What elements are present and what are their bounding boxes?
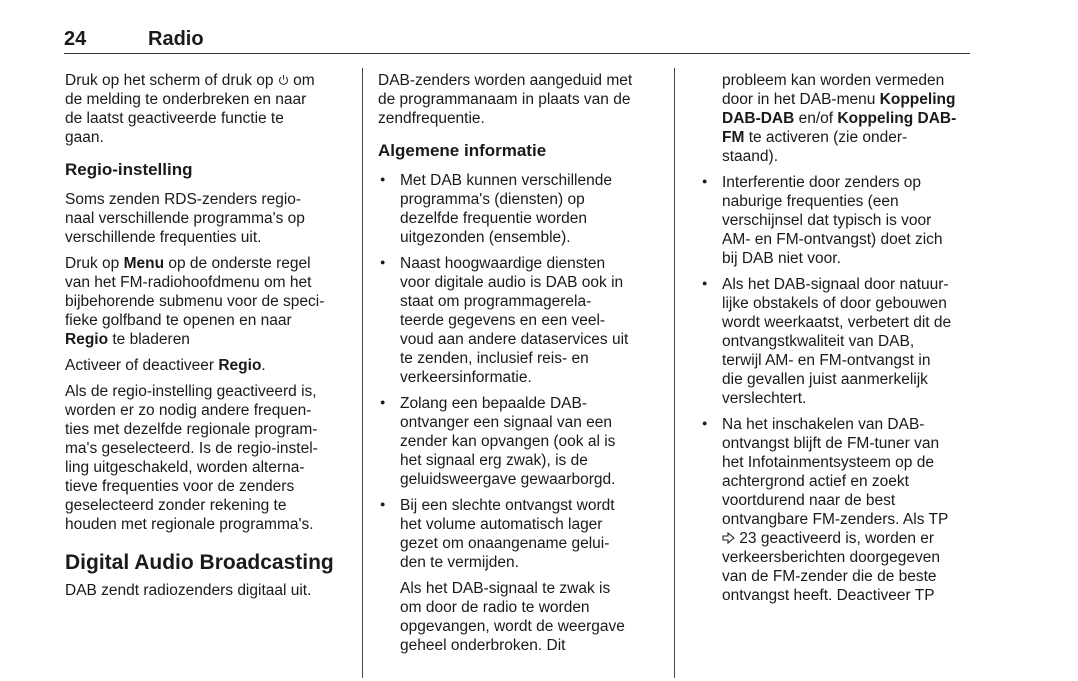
paragraph — [65, 382, 357, 534]
text: te activeren (zie onder- staand). — [722, 129, 908, 165]
bullet-icon: ● — [702, 176, 708, 186]
text: Als de regio-instelling geactiveerd is, worden er zo nodig andere frequen- ties met dezelfde regionale program- ma's geselecteerd. Is de regio-instel- ling uitgeschakeld, worden alterna- tieve frequenties voor de zenders geselecteerd zonder rekening te houden met regionale programma's. — [65, 383, 318, 533]
column-divider — [362, 68, 363, 678]
text: Na het inschakelen van DAB- ontvangst blijft de FM-tuner van het Infotainmentsysteem op de achtergrond actief en zoekt voortdurend naar de best ontvangbare FM-zenders. Als TP — [722, 416, 949, 528]
arrow-icon — [722, 530, 735, 547]
bullet-continuation — [700, 71, 975, 166]
text: op de onderste regel van het FM-radiohoofdmenu om het bijbehorende submenu voor de speci- fieke golfband te openen en naar — [65, 255, 325, 329]
text: DAB-zenders worden aangeduid met de programmanaam in plaats van de zendfrequentie. — [378, 72, 633, 127]
text: Activeer of deactiveer — [65, 357, 219, 374]
bold-term: Menu — [123, 255, 165, 272]
bullet-icon: ● — [380, 397, 386, 407]
text: Algemene informatie — [378, 141, 547, 160]
bullet-item — [378, 254, 668, 387]
bullet-item — [378, 394, 668, 489]
text: Als het DAB-signaal te zwak is om door de radio te worden opgevangen, wordt de weergave geheel onderbroken. Dit — [400, 580, 625, 654]
bullet-icon: ● — [380, 257, 386, 267]
column-2 — [378, 71, 668, 662]
paragraph — [378, 71, 668, 128]
bullet-icon: ● — [380, 499, 386, 509]
page-header — [64, 28, 970, 54]
paragraph — [65, 356, 357, 375]
text: probleem kan worden vermeden door in het DAB-menu — [722, 72, 945, 108]
column-divider — [674, 68, 675, 678]
section-heading — [65, 551, 357, 575]
bold-term: Koppeling DAB-DAB — [722, 91, 956, 127]
bullet-icon: ● — [702, 418, 708, 428]
bold-term: Regio — [218, 357, 262, 374]
text: Soms zenden RDS-zenders regio- naal verschillende programma's op verschillende frequenties uit. — [65, 191, 305, 246]
text: . — [261, 357, 266, 374]
text: Zolang een bepaalde DAB- ontvanger een signaal van een zender kan opvangen (ook al is het signaal erg zwak), is de geluidsweergave gewaarborgd. — [400, 395, 616, 488]
column-1 — [65, 71, 357, 607]
text: Als het DAB-signaal door natuur- lijke obstakels of door gebouwen wordt weerkaatst, verbetert dit de ontvangstkwaliteit van DAB, terwijl AM- en FM-ontvangst in die gevallen juist aanmerkelijk verslechtert. — [722, 276, 952, 407]
text: DAB zendt radiozenders digitaal uit. — [65, 582, 312, 599]
text: 23 geactiveerd is, worden er verkeersberichten doorgegeven van de FM-zender die de beste ontvangst heeft. Deactiveer TP — [722, 530, 940, 604]
text: en/of — [794, 110, 838, 127]
bullet-icon: ● — [702, 278, 708, 288]
section-title: Radio — [148, 28, 204, 50]
subheading — [65, 160, 357, 180]
bullet-item — [378, 496, 668, 572]
text: Digital Audio Broadcasting — [65, 551, 334, 574]
text: Naast hoogwaardige diensten voor digitale audio is DAB ook in staat om programmagerela- teerde gegevens en een veel- voud aan andere dataservices uit te zenden, inclusief reis- en verkeersinformatie. — [400, 255, 629, 386]
bold-term: Koppeling DAB- FM — [722, 110, 957, 146]
text: Interferentie door zenders op naburige frequenties (een verschijnsel dat typisch is voor AM- en FM-ontvangst) doet zich bij DAB niet voor. — [722, 174, 943, 267]
text: Druk op het scherm of druk op — [65, 72, 278, 89]
bullet-icon: ● — [380, 174, 386, 184]
bullet-item — [700, 173, 975, 268]
text: om de melding te onderbreken en naar de laatst geactiveerde functie te gaan. — [65, 72, 315, 146]
bullet-item — [700, 415, 975, 605]
text: Druk op — [65, 255, 124, 272]
power-icon — [278, 72, 289, 89]
page-number: 24 — [64, 28, 87, 50]
paragraph — [65, 190, 357, 247]
paragraph — [65, 71, 357, 147]
bullet-item — [700, 275, 975, 408]
subheading — [378, 141, 668, 161]
text: Bij een slechte ontvangst wordt het volume automatisch lager gezet om onaangename gelui- den te vermijden. — [400, 497, 615, 571]
column-3 — [700, 71, 975, 612]
text: Regio-instelling — [65, 160, 193, 179]
paragraph — [65, 254, 357, 349]
text: te bladeren — [108, 331, 190, 348]
paragraph — [65, 581, 357, 600]
text: Met DAB kunnen verschillende programma's (diensten) op dezelfde frequentie worden uitgezonden (ensemble). — [400, 172, 612, 246]
bold-term: Regio — [65, 331, 109, 348]
bullet-continuation — [378, 579, 668, 655]
bullet-item — [378, 171, 668, 247]
